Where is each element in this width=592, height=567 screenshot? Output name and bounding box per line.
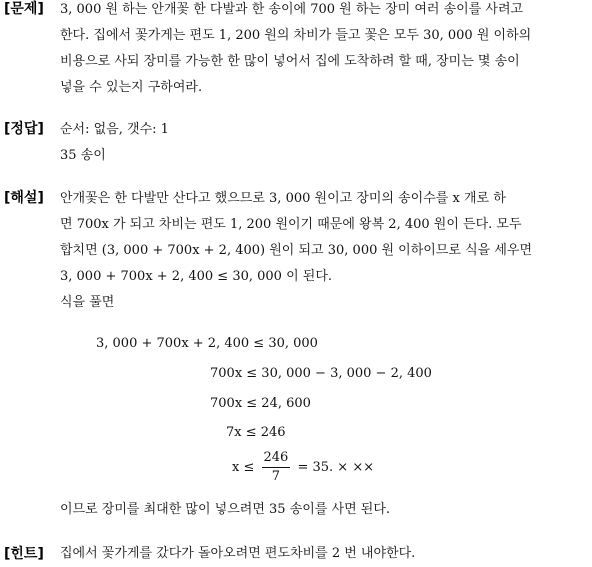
explanation-text [60, 186, 584, 316]
hint-section [0, 542, 592, 566]
fraction [262, 449, 291, 486]
fraction-lhs: x ≤ [232, 460, 255, 475]
problem-text [60, 0, 584, 101]
fraction-rhs: = 35. × ×× [297, 460, 375, 475]
problem-line: 넣을 수 있는지 구하여라. [60, 80, 203, 95]
explanation-conclusion: 이므로 장미를 최대한 많이 넣으려면 35 송이를 사면 된다. [60, 502, 391, 517]
problem-line: 비용으로 사되 장미를 가능한 한 많이 넣어서 집에 도착하려 할 때, 장미는 몇 송이 [60, 54, 520, 69]
equation-step: 3, 000 + 700x + 2, 400 ≤ 30, 000 [96, 336, 318, 351]
explanation-line: 3, 000 + 700x + 2, 400 ≤ 30, 000 이 된다. [60, 269, 333, 284]
explanation-line: 안개꽃은 한 다발만 산다고 했으므로 3, 000 원이고 장미의 송이수를 x 개로 하 [60, 191, 506, 206]
fraction-numerator: 246 [262, 449, 291, 468]
answer-line: 순서: 없음, 갯수: 1 [60, 122, 169, 137]
explanation-line: 면 700x 가 되고 차비는 편도 1, 200 원이기 때문에 왕복 2, 400 원이 든다. 모두 [60, 217, 522, 232]
fraction-denominator: 7 [271, 469, 281, 484]
problem-section [0, 0, 592, 107]
explanation-line: 식을 풀면 [60, 295, 115, 310]
problem-line: 3, 000 원 하는 안개꽃 한 다발과 한 송이에 700 원 하는 장미 여러 송이를 사려고 [60, 2, 524, 17]
answer-section [0, 117, 592, 173]
equation-step: 700x ≤ 30, 000 − 3, 000 − 2, 400 [210, 366, 432, 381]
problem-tag: [문제] [4, 1, 44, 17]
explanation-section [0, 186, 592, 526]
answer-text [60, 117, 584, 169]
hint-text: 집에서 꽃가게를 갔다가 돌아오려면 편도차비를 2 번 내야한다. [60, 546, 416, 561]
explanation-tag: [해설] [4, 190, 44, 206]
equation-step-fraction [232, 448, 374, 488]
explanation-line: 합치면 (3, 000 + 700x + 2, 400) 원이 되고 30, 000 원 이하이므로 식을 세우면 [60, 243, 533, 258]
hint-tag: [힌트] [4, 546, 44, 562]
equation-steps [0, 332, 592, 492]
equation-step: 700x ≤ 24, 600 [210, 396, 311, 411]
equation-step: 7x ≤ 246 [226, 425, 286, 440]
problem-line: 한다. 집에서 꽃가게는 편도 1, 200 원의 차비가 들고 꽃은 모두 30, 000 원 이하의 [60, 28, 532, 43]
answer-tag: [정답] [4, 121, 44, 137]
answer-line: 35 송이 [60, 148, 106, 163]
